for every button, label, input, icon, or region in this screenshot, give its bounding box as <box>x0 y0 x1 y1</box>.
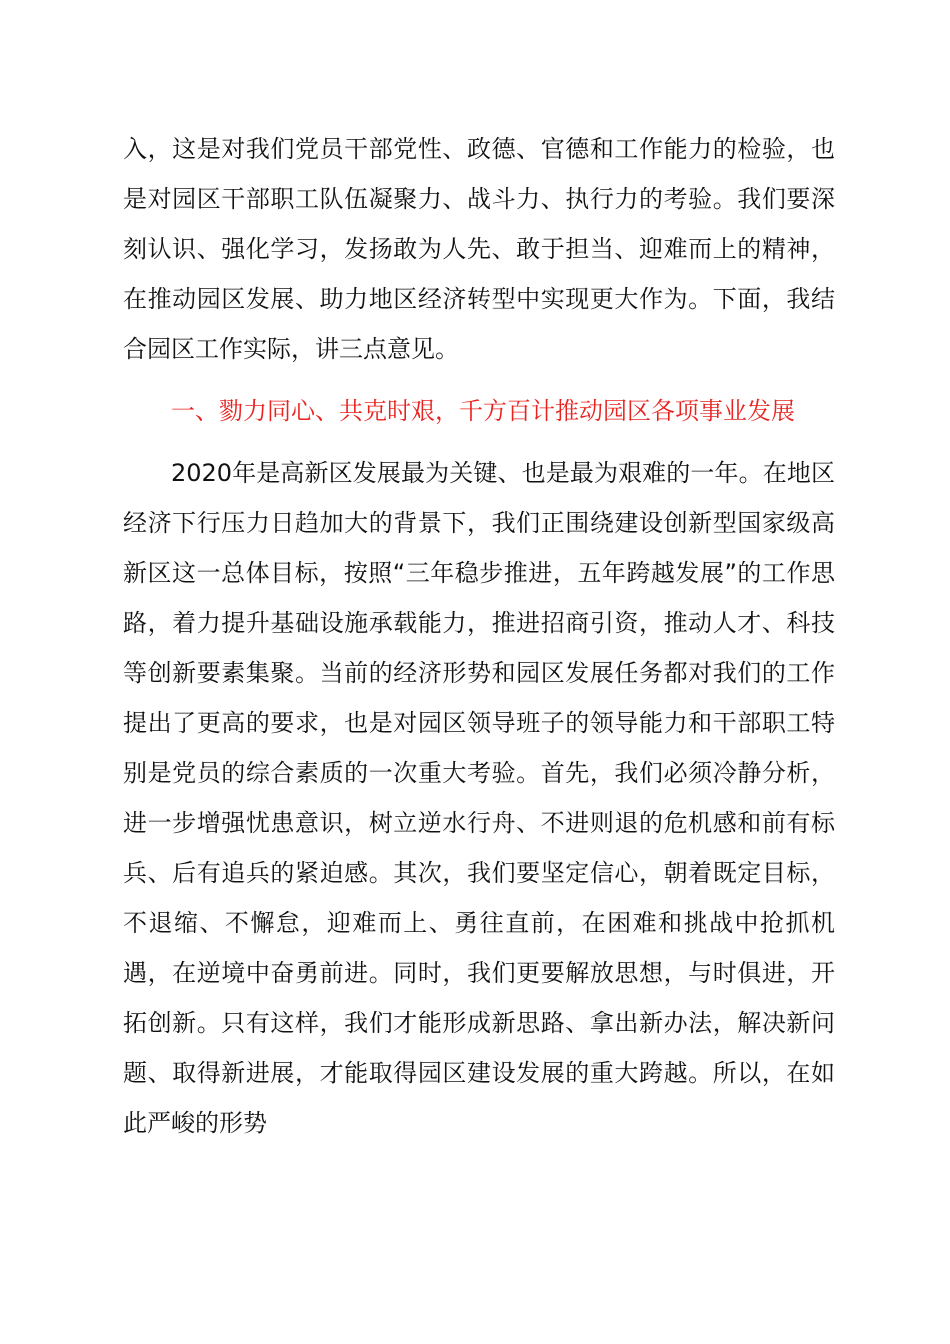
paragraph-continuation: 入，这是对我们党员干部党性、政德、官德和工作能力的检验，也是对园区干部职工队伍凝聚力、战斗力、执行力的考验。我们要深刻认识、强化学习，发扬敢为人先、敢于担当、迎难而上的精神，在推动园区发展、助力地区经济转型中实现更大作为。下面，我结合园区工作实际，讲三点意见。 <box>123 135 835 363</box>
section-heading: 一、勠力同心、共克时艰，千方百计推动园区各项事业发展 <box>171 397 795 425</box>
paragraph-body: 2020年是高新区发展最为关键、也是最为艰难的一年。在地区经济下行压力日趋加大的背景下，我们正围绕建设创新型国家级高新区这一总体目标，按照“三年稳步推进，五年跨越发展”的工作思路，着力提升基础设施承载能力，推进招商引资，推动人才、科技等创新要素集聚。当前的经济形势和园区发展任务都对我们的工作提出了更高的要求，也是对园区领导班子的领导能力和干部职工特别是党员的综合素质的一次重大考验。首先，我们必须冷静分析，进一步增强忧患意识，树立逆水行舟、不进则退的危机感和前有标兵、后有追兵的紧迫感。其次，我们要坚定信心，朝着既定目标，不退缩、不懈怠，迎难而上、勇往直前，在困难和挑战中抢抓机遇，在逆境中奋勇前进。同时，我们更要解放思想，与时俱进，开拓创新。只有这样，我们才能形成新思路、拿出新办法，解决新问题、取得新进展，才能取得园区建设发展的重大跨越。所以，在如此严峻的形势 <box>123 459 835 1137</box>
document-body <box>123 124 835 1148</box>
